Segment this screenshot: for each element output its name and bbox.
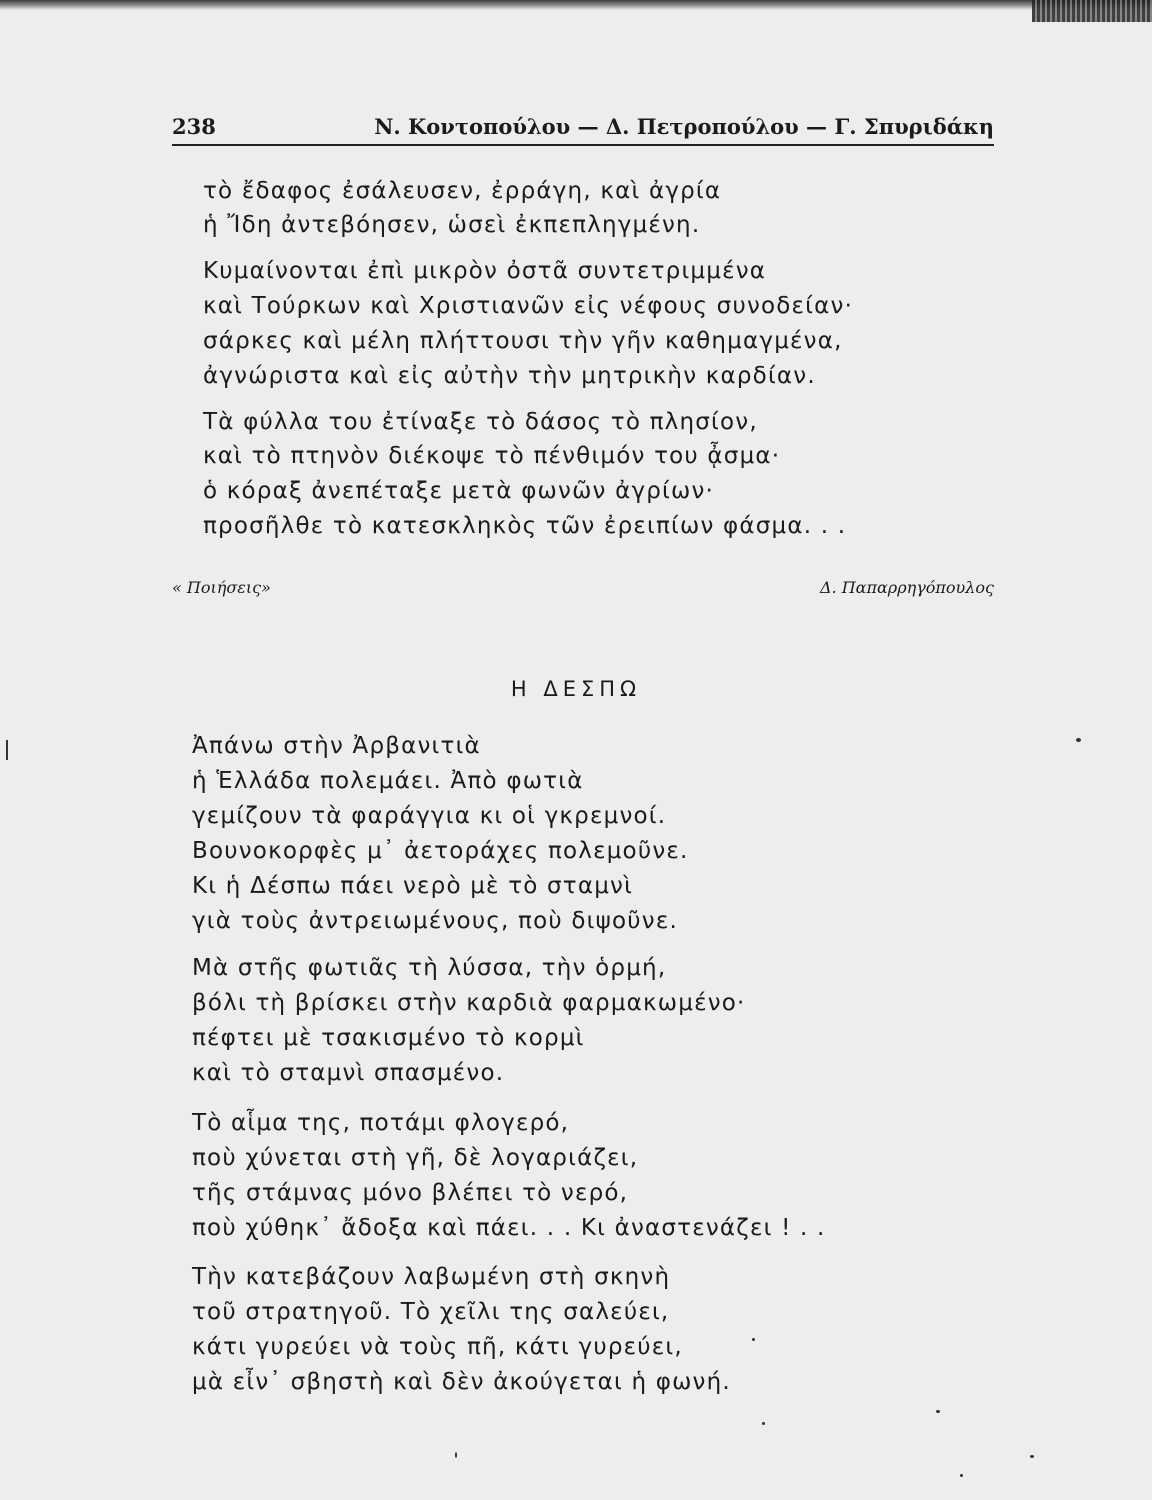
- poem-title: Η ΔΕΣΠΩ: [510, 677, 642, 701]
- scan-speck: [1076, 738, 1081, 742]
- verse-line: Τὴν κατεβάζουν λαβωμένη στὴ σκηνὴ: [192, 1264, 671, 1290]
- running-head: Ν. Κοντοπούλου — Δ. Πετροπούλου — Γ. Σπυριδάκη: [374, 114, 994, 139]
- poet-name: Δ. Παπαρρηγόπουλος: [819, 578, 994, 597]
- verse-line: Κι ἡ Δέσπω πάει νερὸ μὲ τὸ σταμνὶ: [192, 873, 634, 899]
- verse-line: τὸ ἔδαφος ἐσάλευσεν, ἐρράγη, καὶ ἀγρία: [203, 178, 722, 204]
- verse-line: ἀγνώριστα καὶ εἰς αὐτὴν τὴν μητρικὴν καρδίαν.: [203, 363, 816, 389]
- verse-line: τοῦ στρατηγοῦ. Τὸ χεῖλι της σαλεύει,: [192, 1299, 670, 1325]
- scan-corner-mark: [1032, 0, 1152, 22]
- verse-line: ποὺ χύθηκ᾿ ἄδοξα καὶ πάει. . . Κι ἀναστενάζει ! . .: [192, 1215, 826, 1241]
- verse-line: ὁ κόραξ ἀνεπέταξε μετὰ φωνῶν ἀγρίων·: [203, 478, 715, 504]
- scan-speck: [960, 1474, 963, 1477]
- verse-line: μὰ εἶν᾿ σβηστὴ καὶ δὲν ἀκούγεται ἡ φωνή.: [192, 1369, 731, 1395]
- scan-speck: [1030, 1455, 1034, 1458]
- verse-line: Ἀπάνω στὴν Ἀρβανιτιὰ: [192, 733, 481, 759]
- verse-line: Μὰ στῆς φωτιᾶς τὴ λύσσα, τὴν ὁρμή,: [192, 955, 667, 981]
- verse-line: πέφτει μὲ τσακισμένο τὸ κορμὶ: [192, 1025, 585, 1051]
- scan-speck: [752, 1338, 755, 1341]
- verse-line: γιὰ τοὺς ἀντρειωμένους, ποὺ διψοῦνε.: [192, 908, 678, 934]
- poem-source: « Ποιήσεις»: [172, 578, 271, 597]
- verse-line: Τὰ φύλλα του ἐτίναξε τὸ δάσος τὸ πλησίον,: [203, 409, 758, 435]
- verse-line: καὶ τὸ πτηνὸν διέκοψε τὸ πένθιμόν του ᾆσμα·: [203, 443, 781, 469]
- verse-line: ἡ Ἑλλάδα πολεμάει. Ἀπὸ φωτιὰ: [192, 768, 584, 794]
- scan-top-edge: [0, 0, 1152, 10]
- scan-speck: [6, 740, 8, 760]
- scan-speck: [455, 1452, 457, 1458]
- verse-line: ἡ Ἴδη ἀντεβόησεν, ὡσεὶ ἐκπεπληγμένη.: [203, 212, 701, 238]
- verse-line: Τὸ αἷμα της, ποτάμι φλογερό,: [192, 1110, 570, 1136]
- scan-speck: [762, 1422, 765, 1425]
- verse-line: καὶ τὸ σταμνὶ σπασμένο.: [192, 1060, 505, 1086]
- verse-line: βόλι τὴ βρίσκει στὴν καρδιὰ φαρμακωμένο·: [192, 990, 746, 1016]
- verse-line: σάρκες καὶ μέλη πλήττουσι τὴν γῆν καθημαγμένα,: [203, 328, 843, 354]
- verse-line: Βουνοκορφὲς μ᾿ ἀετοράχες πολεμοῦνε.: [192, 838, 689, 864]
- verse-line: κάτι γυρεύει νὰ τοὺς πῆ, κάτι γυρεύει,: [192, 1334, 683, 1360]
- verse-line: καὶ Τούρκων καὶ Χριστιανῶν εἰς νέφους συνοδείαν·: [203, 293, 854, 319]
- scan-speck: [936, 1410, 940, 1413]
- page-header: [172, 112, 994, 146]
- page-number: 238: [172, 114, 216, 139]
- verse-line: τῆς στάμνας μόνο βλέπει τὸ νερό,: [192, 1180, 629, 1206]
- verse-line: Κυμαίνονται ἐπὶ μικρὸν ὀστᾶ συντετριμμένα: [203, 258, 767, 284]
- verse-line: ποὺ χύνεται στὴ γῆ, δὲ λογαριάζει,: [192, 1145, 639, 1171]
- verse-line: προσῆλθε τὸ κατεσκληκὸς τῶν ἐρειπίων φάσμα. . .: [203, 513, 847, 539]
- verse-line: γεμίζουν τὰ φαράγγια κι οἱ γκρεμνοί.: [192, 803, 667, 829]
